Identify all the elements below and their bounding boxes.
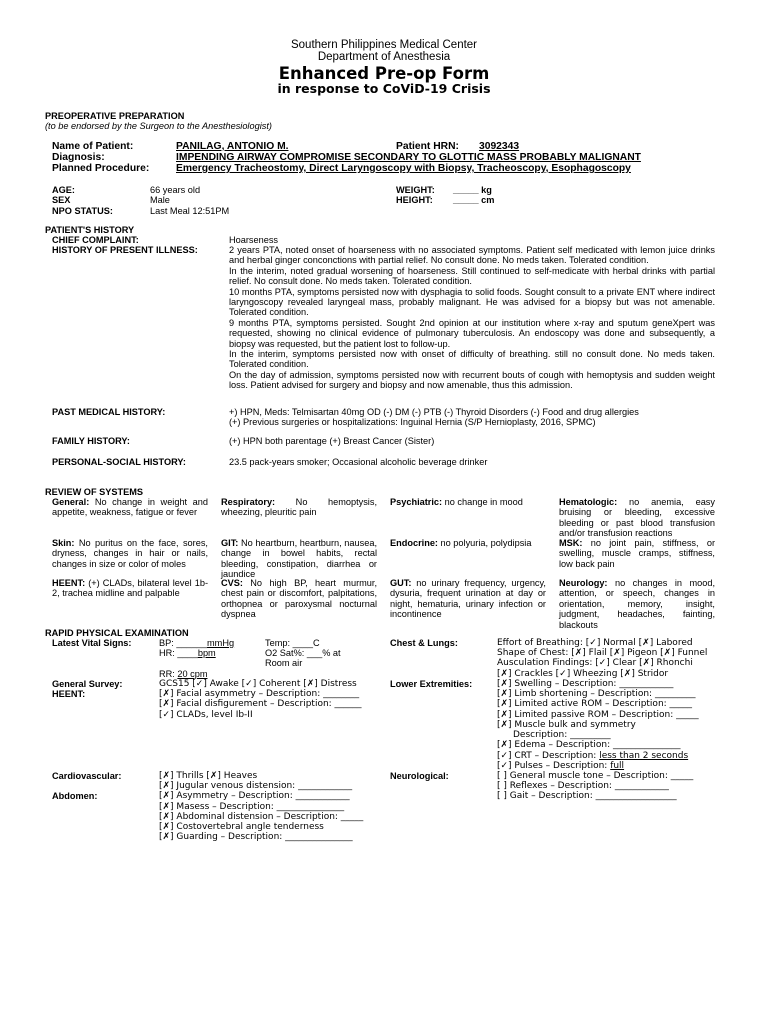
le-line: [✗] Swelling – Description: ____________ xyxy=(497,679,674,689)
ros-cvs-text: No high BP, heart murmur, chest pain or discomfort, palpitations, orthopnea or paroxysmal nocturnal dyspnea xyxy=(221,578,377,620)
cc-label: CHIEF COMPLAINT: xyxy=(52,235,139,245)
ros-general-label: General: xyxy=(52,497,90,507)
neuro-line: [ ] General muscle tone – Description: _____ xyxy=(497,771,694,781)
ros-heent-text: (+) CLADs, bilateral level 1b-2, trachea midline and palpable xyxy=(52,578,208,599)
name-label: Name of Patient: xyxy=(52,141,134,152)
crt-label: [✓] CRT – Description: xyxy=(497,751,600,761)
chest-line: Ausculation Findings: [✓] Clear [✗] Rhonchi xyxy=(497,658,693,668)
ros-msk-text: no joint pain, stiffness, or swelling, muscle cramps, stiffness, low back pain xyxy=(559,538,715,569)
rr-field xyxy=(159,669,208,679)
temp-field: Temp: ____C xyxy=(265,638,320,648)
hpi-paragraph: 10 months PTA, symptoms persisted now with dysphagia to solid foods. Sought consult to a private ENT where indirect laryngoscopy revealed laryngeal mass, probably malignant. He was advised for a biopsy but was not amenable. Tolerated condition. xyxy=(229,286,715,318)
age-label: AGE: xyxy=(52,185,75,195)
rr-value: 20 cpm xyxy=(177,669,208,679)
dept-name: Department of Anesthesia xyxy=(317,51,451,63)
ros-msk xyxy=(559,538,715,569)
patient-hrn: 3092343 xyxy=(479,141,520,152)
pmh-line2: (+) Previous surgeries or hospitalizations: Inguinal Hernia (S/P Hernioplasty, 2016, SPMC) xyxy=(229,417,596,427)
ros-heading: REVIEW OF SYSTEMS xyxy=(45,487,144,497)
hpi-paragraph: In the interim, symptoms persisted now with onset of difficulty of breathing. still no consult done. No meds taken. Tolerated condition. xyxy=(229,349,715,370)
ros-skin-label: Skin: xyxy=(52,538,75,548)
weight-label: WEIGHT: xyxy=(396,185,435,195)
org-name: Southern Philippines Medical Center xyxy=(290,39,478,51)
ros-heent xyxy=(52,578,208,599)
ros-psychiatric xyxy=(390,497,546,507)
le-line: [✗] Limited passive ROM – Description: _____ xyxy=(497,710,699,720)
proc-label: Planned Procedure: xyxy=(52,163,150,174)
pmh-line1: +) HPN, Meds: Telmisartan 40mg OD (-) DM (-) PTB (-) Thyroid Disorders (-) Food and drug allergies xyxy=(229,407,639,417)
sex-label: SEX xyxy=(52,195,71,205)
gs-label: General Survey: xyxy=(52,679,123,689)
ros-general xyxy=(52,497,208,518)
ros-neuro-text: no changes in mood, attention, or speech, changes in orientation, memory, insight, judgment, headaches, fainting, blackouts xyxy=(559,578,715,630)
fh-value: (+) HPN both parentage (+) Breast Cancer (Sister) xyxy=(229,436,435,446)
neuro-line: [ ] Reflexes – Description: ____________ xyxy=(497,781,669,791)
neuro-label: Neurological: xyxy=(390,771,449,781)
hpi-paragraph: 9 months PTA, symptoms persisted. Sought 2nd opinion at our institution where x-ray and sputum geneXpert was requested, showing no clinical evidence of pulmonary tuberculosis. An endoscopy was done and subsequently, a biopsy was requested, but the patient lost to follow-up. xyxy=(229,317,715,349)
weight-value: _____ kg xyxy=(453,185,492,195)
ros-git xyxy=(221,538,377,580)
ros-gut-label: GUT: xyxy=(390,578,412,588)
hr-field xyxy=(159,648,216,658)
hpi-paragraph: In the interim, noted gradual worsening of hoarseness. Still continued to self-medicate with herbal drinks with partial relief. No consult done. No meds taken. Tolerated condition. xyxy=(229,265,715,287)
le-line: [✗] Edema – Description: _______________ xyxy=(497,740,681,750)
ros-resp-text: No hemoptysis, wheezing, pleuritic pain xyxy=(221,497,377,518)
le-label: Lower Extremities: xyxy=(390,679,473,689)
ps-value: 23.5 pack-years smoker; Occasional alcoholic beverage drinker xyxy=(229,457,488,467)
bp-unit: mmHg xyxy=(207,638,235,648)
form-title: Enhanced Pre-op Form xyxy=(278,64,490,83)
ros-msk-label: MSK: xyxy=(559,538,583,548)
bp-label: BP: ______ xyxy=(159,638,208,648)
diag-label: Diagnosis: xyxy=(52,152,105,163)
ros-cvs xyxy=(221,578,377,620)
history-heading: PATIENT'S HISTORY xyxy=(45,225,135,235)
ros-cvs-label: CVS: xyxy=(221,578,243,588)
ros-heent-label: HEENT: xyxy=(52,578,86,588)
abdomen-line: [✗] Abdominal distension – Description: _____ xyxy=(159,812,364,822)
ros-hema-text: no anemia, easy bruising or bleeding, excessive bleeding or past blood transfusion and/or transfusion reactions xyxy=(559,497,715,539)
heent-line: [✗] Facial disfigurement – Description: ______ xyxy=(159,699,362,709)
chest-line: Effort of Breathing: [✓] Normal [✗] Labored xyxy=(497,638,693,648)
ros-git-text: No heartburn, heartburn, nausea, change in bowel habits, rectal bleeding, constipation, diarrhea or jaundice xyxy=(221,538,377,580)
cv-line: [✗] Thrills [✗] Heaves xyxy=(159,771,258,781)
ros-gut-text: no urinary frequency, urgency, dysuria, frequent urination at day or night, hematuria, urinary infection or incontinence xyxy=(390,578,546,620)
abdomen-line: [✗] Costovertebral angle tenderness xyxy=(159,822,324,832)
hrn-label: Patient HRN: xyxy=(396,141,459,152)
hpi-label: HISTORY OF PRESENT ILLNESS: xyxy=(52,245,198,255)
heent-line: [✗] Facial asymmetry – Description: ________ xyxy=(159,689,360,699)
pmh-label: PAST MEDICAL HISTORY: xyxy=(52,407,166,417)
ros-endo-text: no polyuria, polydipsia xyxy=(437,538,532,548)
rr-label: RR: xyxy=(159,669,178,679)
abdomen-line: [✗] Asymmetry – Description: ____________ xyxy=(159,791,350,801)
sex-value: Male xyxy=(150,195,170,205)
prep-note: (to be endorsed by the Surgeon to the Anesthesiologist) xyxy=(45,121,272,131)
height-value: _____ cm xyxy=(453,195,495,205)
bp-field xyxy=(159,638,234,648)
ros-endo-label: Endocrine: xyxy=(390,538,438,548)
o2-field: O2 Sat%: ___% at xyxy=(265,648,341,658)
prep-heading: PREOPERATIVE PREPARATION xyxy=(45,111,185,121)
chest-label: Chest & Lungs: xyxy=(390,638,458,648)
hr-unit: bpm xyxy=(197,648,216,658)
ros-psych-text: no change in mood xyxy=(442,497,523,507)
cv-line: [✗] Jugular venous distension: ____________ xyxy=(159,781,353,791)
ros-respiratory xyxy=(221,497,377,518)
gs-value: GCS15 [✓] Awake [✓] Coherent [✗] Distress xyxy=(159,679,357,689)
neuro-line: [ ] Gait – Description: __________________ xyxy=(497,791,677,801)
le-line: [✗] Limb shortening – Description: _________ xyxy=(497,689,696,699)
cv-label: Cardiovascular: xyxy=(52,771,122,781)
npo-value: Last Meal 12:51PM xyxy=(150,206,230,216)
ros-gut xyxy=(390,578,546,620)
chest-line: Shape of Chest: [✗] Flail [✗] Pigeon [✗] Funnel xyxy=(497,648,708,658)
ros-hematologic xyxy=(559,497,715,539)
ros-skin-text: No puritus on the face, sores, dryness, changes in hair or nails, changes in size or color of moles xyxy=(52,538,208,569)
npo-label: NPO STATUS: xyxy=(52,206,113,216)
ros-general-text: No change in weight and appetite, weakness, fatigue or fever xyxy=(52,497,208,518)
pulses-label: [✓] Pulses – Description: xyxy=(497,761,611,771)
ros-hema-label: Hematologic: xyxy=(559,497,618,507)
abdomen-label: Abdomen: xyxy=(52,791,98,801)
abdomen-line: [✗] Masess – Description: _______________ xyxy=(159,802,345,812)
le-pulses xyxy=(497,761,624,771)
ros-neuro-label: Neurology: xyxy=(559,578,608,588)
form-subtitle: in response to CoViD-19 Crisis xyxy=(277,81,491,96)
diagnosis: IMPENDING AIRWAY COMPROMISE SECONDARY TO GLOTTIC MASS PROBABLY MALIGNANT xyxy=(176,152,641,163)
ps-label: PERSONAL-SOCIAL HISTORY: xyxy=(52,457,186,467)
chest-line: [✗] Crackles [✓] Wheezing [✗] Stridor xyxy=(497,669,669,679)
patient-name: PANILAG, ANTONIO M. xyxy=(176,141,289,152)
fh-label: FAMILY HISTORY: xyxy=(52,436,130,446)
ros-git-label: GIT: xyxy=(221,538,239,548)
ros-endocrine xyxy=(390,538,546,548)
abdomen-line: [✗] Guarding – Description: _______________ xyxy=(159,832,353,842)
ros-neurology xyxy=(559,578,715,630)
procedure: Emergency Tracheostomy, Direct Laryngoscopy with Biopsy, Tracheoscopy, Esophagoscopy xyxy=(176,163,631,174)
pe-heading: RAPID PHYSICAL EXAMINATION xyxy=(45,628,189,638)
hpi-paragraph: 2 years PTA, noted onset of hoarseness with no associated symptoms. Patient self medicated with lemon juice drinks and herbal ginger conconctions with partial relief. No consult done. No meds taken. Tolerated condition. xyxy=(229,245,715,266)
crt-value: less than 2 seconds xyxy=(599,751,689,761)
le-line: [✗] Muscle bulk and symmetry xyxy=(497,720,636,730)
pulses-value: full xyxy=(610,761,625,771)
vitals-label: Latest Vital Signs: xyxy=(52,638,132,648)
ros-psych-label: Psychiatric: xyxy=(390,497,443,507)
le-crt xyxy=(497,751,688,761)
ros-skin xyxy=(52,538,208,569)
age-value: 66 years old xyxy=(150,185,201,195)
le-line: [✗] Limited active ROM – Description: _____ xyxy=(497,699,693,709)
height-label: HEIGHT: xyxy=(396,195,433,205)
hpi-text xyxy=(229,245,715,391)
ros-resp-label: Respiratory: xyxy=(221,497,276,507)
o2-room: Room air xyxy=(265,658,303,668)
hr-label: HR: ____ xyxy=(159,648,198,658)
cc-value: Hoarseness xyxy=(229,235,279,245)
pe-heent-label: HEENT: xyxy=(52,689,86,699)
heent-line: [✓] CLADs, level Ib-II xyxy=(159,710,253,720)
hpi-paragraph: On the day of admission, symptoms persisted now with recurrent bouts of cough with hemoptysis and sudden weight loss. Patient advised for surgery and biopsy and now amenable, thus this admission. xyxy=(229,369,715,391)
le-line: Description: _________ xyxy=(513,730,611,740)
